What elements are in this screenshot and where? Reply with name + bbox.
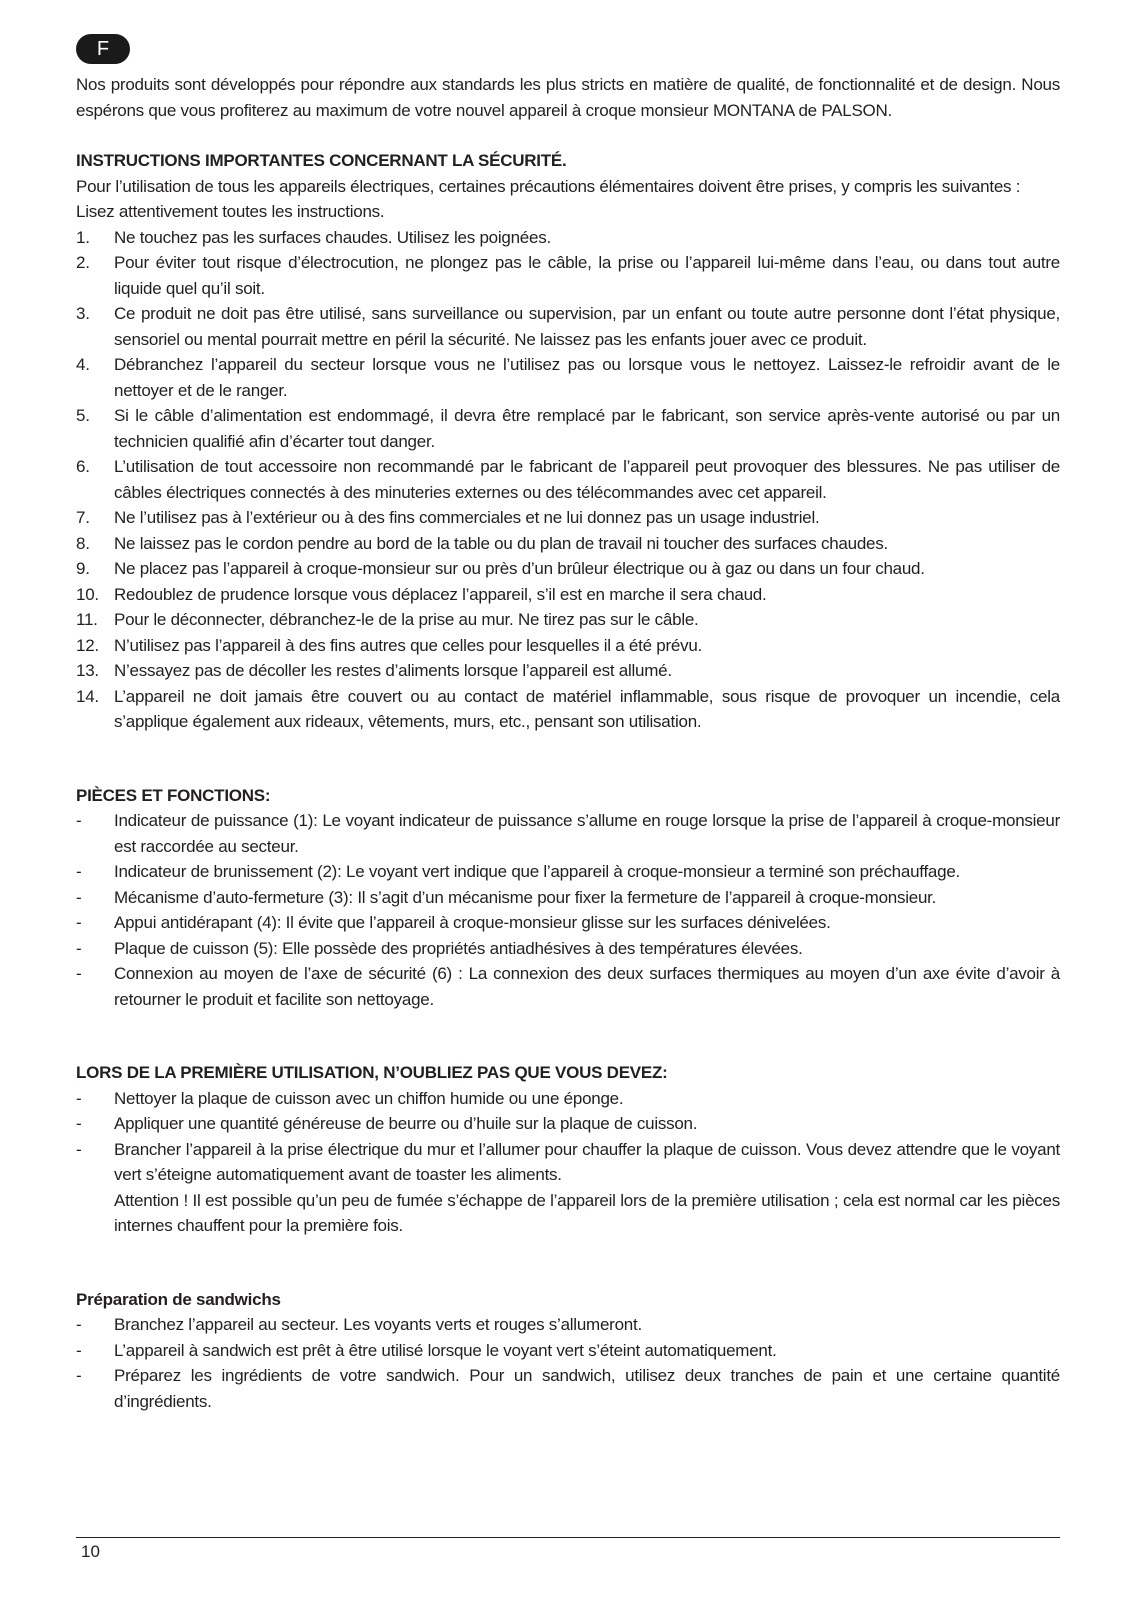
list-item — [76, 352, 1060, 403]
item-text: Brancher l’appareil à la prise électrique du mur et l’allumer pour chauffer la plaque de cuisson. Vous devez attendre que le voyant vert s’éteigne automatiquement avant de toaster les aliments. — [114, 1139, 1060, 1184]
item-text: Ne touchez pas les surfaces chaudes. Utilisez les poignées. — [114, 227, 551, 247]
item-bullet: - — [76, 1366, 82, 1385]
item-text: N’essayez pas de décoller les restes d’aliments lorsque l’appareil est allumé. — [114, 661, 672, 680]
item-text: L’appareil ne doit jamais être couvert ou au contact de matériel inflammable, sous risque de provoquer un incendie, cela s’applique également aux rideaux, vêtements, murs, etc., pensant son utilisation. — [114, 686, 1060, 731]
item-text: Plaque de cuisson (5): Elle possède des propriétés antiadhésives à des températures élevées. — [114, 938, 803, 958]
item-bullet: - — [76, 811, 82, 830]
item-text: Débranchez l’appareil du secteur lorsque vous ne l’utilisez pas ou lorsque vous le nettoyez. Laissez-le refroidir avant de le nettoyer et de le ranger. — [114, 355, 1060, 400]
list-item — [76, 582, 1060, 608]
item-text: Ne placez pas l’appareil à croque-monsieur sur ou près d’un brûleur électrique ou à gaz ou dans un four chaud. — [114, 559, 925, 578]
item-number: 10. — [76, 584, 99, 604]
list-item — [76, 531, 1060, 557]
item-bullet: - — [76, 1088, 82, 1108]
item-bullet: - — [76, 964, 82, 983]
list-item — [76, 225, 1060, 251]
item-text: Ne laissez pas le cordon pendre au bord de la table ou du plan de travail ni toucher des surfaces chaudes. — [114, 533, 888, 553]
language-badge: F — [76, 34, 130, 64]
item-bullet: - — [76, 1340, 82, 1360]
item-text: Mécanisme d’auto-fermeture (3): Il s’agit d’un mécanisme pour fixer la fermeture de l’appareil à croque-monsieur. — [114, 887, 937, 907]
item-text: Nettoyer la plaque de cuisson avec un chiffon humide ou une éponge. — [114, 1088, 624, 1108]
list-item — [76, 885, 1060, 911]
item-text: Si le câble d’alimentation est endommagé, il devra être remplacé par le fabricant, son service après-vente autorisé ou par un technicien qualifié afin d’écarter tout danger. — [114, 406, 1060, 451]
item-text: Indicateur de brunissement (2): Le voyant vert indique que l’appareil à croque-monsieur a terminé son préchauffage. — [114, 862, 961, 881]
list-item — [76, 1086, 1060, 1112]
item-text: Pour le déconnecter, débranchez-le de la prise au mur. Ne tirez pas sur le câble. — [114, 610, 699, 629]
list-item — [76, 505, 1060, 531]
list-item — [76, 936, 1060, 962]
safety-read-all: Lisez attentivement toutes les instructions. — [76, 202, 385, 221]
parts-heading: PIÈCES ET FONCTIONS: — [76, 785, 271, 805]
item-bullet: - — [76, 913, 82, 932]
item-text: Préparez les ingrédients de votre sandwich. Pour un sandwich, utilisez deux tranches de pain et une certaine quantité d’ingrédients. — [114, 1366, 1060, 1411]
list-item — [76, 1363, 1060, 1414]
intro-paragraph: Nos produits sont développés pour répondre aux standards les plus stricts en matière de qualité, de fonctionnalité et de design. Nous espérons que vous profiterez au maximum de votre nouvel appareil à croque monsieur MONTANA de PALSON. — [76, 75, 1060, 120]
item-number: 7. — [76, 508, 90, 527]
safety-heading: INSTRUCTIONS IMPORTANTES CONCERNANT LA SÉCURITÉ. — [76, 151, 567, 170]
list-item — [76, 910, 1060, 936]
list-item — [76, 658, 1060, 684]
item-number: 9. — [76, 559, 90, 578]
item-text: Ne l’utilisez pas à l’extérieur ou à des fins commerciales et ne lui donnez pas un usage industriel. — [114, 508, 820, 527]
item-text: Appui antidérapant (4): Il évite que l’appareil à croque-monsieur glisse sur les surfaces dénivelées. — [114, 913, 831, 932]
list-item — [76, 403, 1060, 454]
list-item — [76, 961, 1060, 1012]
list-item — [76, 1111, 1060, 1137]
list-item — [76, 556, 1060, 582]
safety-intro: Pour l’utilisation de tous les appareils électriques, certaines précautions élémentaires doivent être prises, y compris les suivantes : — [76, 176, 1021, 196]
item-text: Pour éviter tout risque d’électrocution, ne plongez pas le câble, la prise ou l’appareil lui-même dans l’eau, ou dans tout autre liquide quel qu’il soit. — [114, 253, 1060, 298]
item-bullet: - — [76, 1139, 82, 1159]
item-number: 5. — [76, 406, 90, 425]
item-number: 13. — [76, 661, 99, 680]
safety-list — [76, 225, 1060, 735]
list-item — [76, 808, 1060, 859]
item-bullet: - — [76, 862, 82, 881]
item-number: 1. — [76, 227, 90, 247]
item-bullet: - — [76, 1315, 82, 1334]
list-item — [76, 1338, 1060, 1364]
list-item — [76, 250, 1060, 301]
parts-list — [76, 808, 1060, 1012]
item-number: 8. — [76, 533, 90, 553]
item-bullet: - — [76, 938, 82, 958]
item-number: 6. — [76, 457, 90, 476]
list-item — [76, 607, 1060, 633]
attention-note — [76, 1188, 1060, 1239]
item-text: Indicateur de puissance (1): Le voyant indicateur de puissance s’allume en rouge lorsque la prise de l’appareil à croque-monsieur est raccordée au secteur. — [114, 811, 1060, 856]
item-bullet: - — [76, 1114, 82, 1133]
item-text: Branchez l’appareil au secteur. Les voyants verts et rouges s’allumeront. — [114, 1315, 642, 1334]
attention-text: Attention ! Il est possible qu’un peu de fumée s’échappe de l’appareil lors de la première utilisation ; cela est normal car les pièces internes chauffent pour la première fois. — [114, 1190, 1060, 1235]
document-body — [76, 72, 1060, 1414]
item-number: 14. — [76, 686, 99, 706]
list-item — [76, 301, 1060, 352]
first-use-heading: LORS DE LA PREMIÈRE UTILISATION, N’OUBLIEZ PAS QUE VOUS DEVEZ: — [76, 1063, 668, 1082]
footer-rule — [76, 1537, 1060, 1538]
page-number: 10 — [81, 1542, 100, 1561]
list-item — [76, 684, 1060, 735]
item-bullet: - — [76, 887, 82, 907]
item-number: 4. — [76, 355, 90, 374]
list-item — [76, 1137, 1060, 1188]
item-text: Ce produit ne doit pas être utilisé, sans surveillance ou supervision, par un enfant ou toute autre personne dont l’état physique, sensoriel ou mental pourrait mettre en péril la sécurité. Ne laissez pas les enfants jouer avec ce produit. — [114, 304, 1060, 349]
item-text: Appliquer une quantité généreuse de beurre ou d’huile sur la plaque de cuisson. — [114, 1114, 698, 1133]
list-item — [76, 454, 1060, 505]
first-use-list — [76, 1086, 1060, 1239]
list-item — [76, 633, 1060, 659]
list-item — [76, 1312, 1060, 1338]
sandwich-list — [76, 1312, 1060, 1414]
item-number: 12. — [76, 635, 99, 655]
sandwich-heading: Préparation de sandwichs — [76, 1289, 281, 1309]
item-text: L’utilisation de tout accessoire non recommandé par le fabricant de l’appareil peut provoquer des blessures. Ne pas utiliser de câbles électriques connectés à des minuteries externes ou des télécommandes avec cet appareil. — [114, 457, 1060, 502]
item-text: Connexion au moyen de l’axe de sécurité (6) : La connexion des deux surfaces thermiques au moyen d’un axe évite d’avoir à retourner le produit et facilite son nettoyage. — [114, 964, 1060, 1009]
item-number: 2. — [76, 253, 90, 272]
item-number: 3. — [76, 304, 90, 323]
item-text: N’utilisez pas l’appareil à des fins autres que celles pour lesquelles il a été prévu. — [114, 635, 703, 655]
item-number: 11. — [76, 610, 98, 629]
item-text: L’appareil à sandwich est prêt à être utilisé lorsque le voyant vert s’éteint automatiquement. — [114, 1340, 777, 1360]
list-item — [76, 859, 1060, 885]
item-text: Redoublez de prudence lorsque vous déplacez l’appareil, s’il est en marche il sera chaud. — [114, 584, 767, 604]
